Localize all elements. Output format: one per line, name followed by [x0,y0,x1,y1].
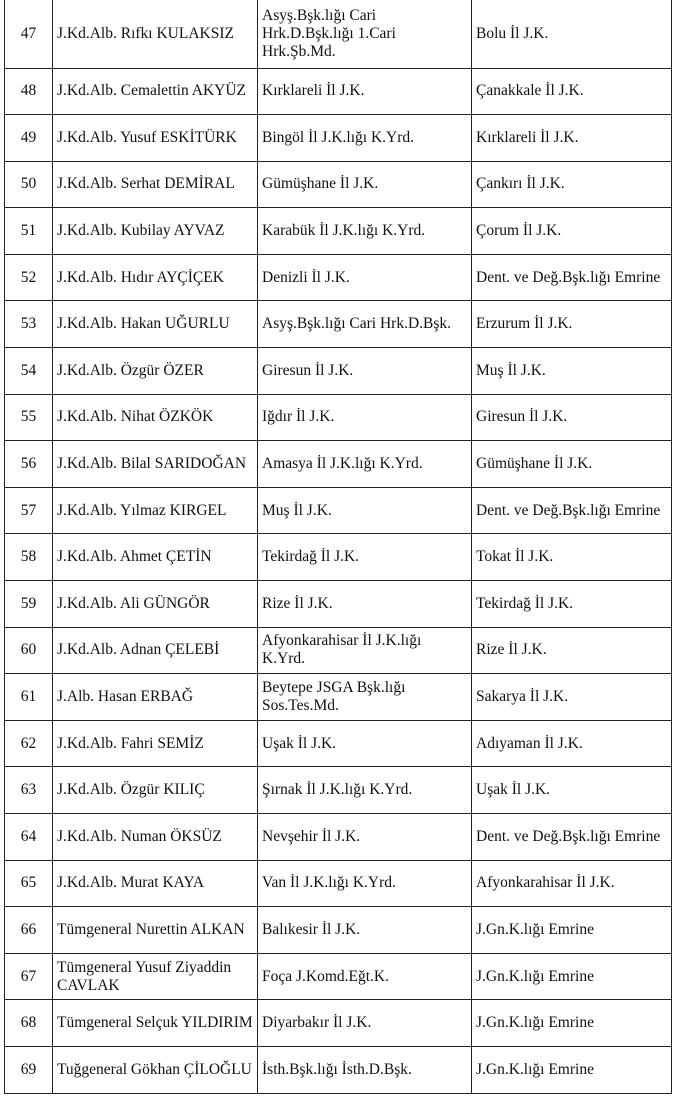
current-post-cell: Van İl J.K.lığı K.Yrd. [258,860,472,907]
new-post-cell: Erzurum İl J.K. [472,301,672,348]
current-post-cell: Karabük İl J.K.lığı K.Yrd. [258,208,472,255]
officer-name-cell: J.Kd.Alb. Adnan ÇELEBİ [53,627,258,674]
current-post-cell: Afyonkarahisar İl J.K.lığı K.Yrd. [258,627,472,674]
new-post-cell: Çankırı İl J.K. [472,161,672,208]
new-post-cell: Afyonkarahisar İl J.K. [472,860,672,907]
row-number-cell: 61 [5,674,53,721]
new-post-cell: J.Gn.K.lığı Emrine [472,953,672,1000]
current-post-cell: Nevşehir İl J.K. [258,814,472,861]
row-number-cell: 54 [5,348,53,395]
row-number-cell: 55 [5,394,53,441]
officer-name-cell: J.Kd.Alb. Kubilay AYVAZ [53,208,258,255]
row-number-cell: 57 [5,487,53,534]
officer-name-cell: J.Kd.Alb. Ali GÜNGÖR [53,581,258,628]
new-post-cell: Adıyaman İl J.K. [472,720,672,767]
table-row [5,907,672,954]
row-number-cell: 52 [5,254,53,301]
current-post-cell: Amasya İl J.K.lığı K.Yrd. [258,441,472,488]
new-post-cell: Tokat İl J.K. [472,534,672,581]
officer-name-cell: Tümgeneral Nurettin ALKAN [53,907,258,954]
row-number-cell: 67 [5,953,53,1000]
new-post-cell: J.Gn.K.lığı Emrine [472,1000,672,1047]
row-number-cell: 53 [5,301,53,348]
row-number-cell: 65 [5,860,53,907]
current-post-cell: Foça J.Komd.Eğt.K. [258,953,472,1000]
new-post-cell: Muş İl J.K. [472,348,672,395]
officer-name-cell: J.Kd.Alb. Rıfkı KULAKSIZ [53,0,258,68]
row-number-cell: 50 [5,161,53,208]
row-number-cell: 48 [5,68,53,115]
row-number-cell: 49 [5,115,53,162]
new-post-cell: Gümüşhane İl J.K. [472,441,672,488]
new-post-cell: Giresun İl J.K. [472,394,672,441]
current-post-cell: Iğdır İl J.K. [258,394,472,441]
table-row [5,581,672,628]
table-row [5,115,672,162]
officer-name-cell: J.Kd.Alb. Serhat DEMİRAL [53,161,258,208]
table-row [5,860,672,907]
row-number-cell: 62 [5,720,53,767]
row-number-cell: 63 [5,767,53,814]
current-post-cell: Uşak İl J.K. [258,720,472,767]
officer-name-cell: Tümgeneral Selçuk YILDIRIM [53,1000,258,1047]
current-post-cell: Kırklareli İl J.K. [258,68,472,115]
officer-name-cell: J.Kd.Alb. Murat KAYA [53,860,258,907]
current-post-cell: Giresun İl J.K. [258,348,472,395]
table-row [5,1000,672,1047]
table-row [5,720,672,767]
new-post-cell: Rize İl J.K. [472,627,672,674]
officer-name-cell: J.Kd.Alb. Numan ÖKSÜZ [53,814,258,861]
current-post-cell: Diyarbakır İl J.K. [258,1000,472,1047]
row-number-cell: 60 [5,627,53,674]
table-row [5,301,672,348]
table-row [5,348,672,395]
row-number-cell: 47 [5,0,53,68]
table-row [5,534,672,581]
current-post-cell: Gümüşhane İl J.K. [258,161,472,208]
officer-name-cell: J.Kd.Alb. Bilal SARIDOĞAN [53,441,258,488]
table-row [5,254,672,301]
new-post-cell: Dent. ve Değ.Bşk.lığı Emrine [472,254,672,301]
appointment-table [4,0,672,1094]
officer-name-cell: Tuğgeneral Gökhan ÇİLOĞLU [53,1046,258,1093]
officer-name-cell: J.Kd.Alb. Yılmaz KIRGEL [53,487,258,534]
officer-name-cell: J.Kd.Alb. Hıdır AYÇİÇEK [53,254,258,301]
new-post-cell: Bolu İl J.K. [472,0,672,68]
table-row [5,394,672,441]
officer-name-cell: J.Kd.Alb. Ahmet ÇETİN [53,534,258,581]
new-post-cell: Sakarya İl J.K. [472,674,672,721]
officer-name-cell: J.Kd.Alb. Fahri SEMİZ [53,720,258,767]
current-post-cell: Balıkesir İl J.K. [258,907,472,954]
current-post-cell: Denizli İl J.K. [258,254,472,301]
table-row [5,674,672,721]
officer-name-cell: J.Kd.Alb. Cemalettin AKYÜZ [53,68,258,115]
table-row [5,0,672,68]
officer-name-cell: J.Kd.Alb. Hakan UĞURLU [53,301,258,348]
current-post-cell: İsth.Bşk.lığı İsth.D.Bşk. [258,1046,472,1093]
officer-name-cell: J.Kd.Alb. Nihat ÖZKÖK [53,394,258,441]
row-number-cell: 66 [5,907,53,954]
row-number-cell: 59 [5,581,53,628]
new-post-cell: Uşak İl J.K. [472,767,672,814]
table-row [5,487,672,534]
officer-name-cell: Tümgeneral Yusuf Ziyaddin CAVLAK [53,953,258,1000]
row-number-cell: 68 [5,1000,53,1047]
officer-name-cell: J.Kd.Alb. Özgür ÖZER [53,348,258,395]
new-post-cell: Çorum İl J.K. [472,208,672,255]
current-post-cell: Bingöl İl J.K.lığı K.Yrd. [258,115,472,162]
current-post-cell: Beytepe JSGA Bşk.lığı Sos.Tes.Md. [258,674,472,721]
current-post-cell: Asyş.Bşk.lığı Cari Hrk.D.Bşk. [258,301,472,348]
row-number-cell: 56 [5,441,53,488]
new-post-cell: Çanakkale İl J.K. [472,68,672,115]
new-post-cell: Dent. ve Değ.Bşk.lığı Emrine [472,487,672,534]
officer-name-cell: J.Kd.Alb. Özgür KILIÇ [53,767,258,814]
table-row [5,953,672,1000]
current-post-cell: Rize İl J.K. [258,581,472,628]
row-number-cell: 51 [5,208,53,255]
table-row [5,767,672,814]
table-row [5,814,672,861]
table-row [5,161,672,208]
current-post-cell: Asyş.Bşk.lığı Cari Hrk.D.Bşk.lığı 1.Cari Hrk.Şb.Md. [258,0,472,68]
row-number-cell: 64 [5,814,53,861]
officer-name-cell: J.Kd.Alb. Yusuf ESKİTÜRK [53,115,258,162]
table-row [5,1046,672,1093]
new-post-cell: Tekirdağ İl J.K. [472,581,672,628]
row-number-cell: 58 [5,534,53,581]
new-post-cell: J.Gn.K.lığı Emrine [472,1046,672,1093]
current-post-cell: Muş İl J.K. [258,487,472,534]
table-row [5,68,672,115]
current-post-cell: Şırnak İl J.K.lığı K.Yrd. [258,767,472,814]
table-row [5,208,672,255]
new-post-cell: Kırklareli İl J.K. [472,115,672,162]
officer-name-cell: J.Alb. Hasan ERBAĞ [53,674,258,721]
table-row [5,441,672,488]
appointment-table-body [5,0,672,1093]
new-post-cell: Dent. ve Değ.Bşk.lığı Emrine [472,814,672,861]
new-post-cell: J.Gn.K.lığı Emrine [472,907,672,954]
row-number-cell: 69 [5,1046,53,1093]
current-post-cell: Tekirdağ İl J.K. [258,534,472,581]
table-row [5,627,672,674]
